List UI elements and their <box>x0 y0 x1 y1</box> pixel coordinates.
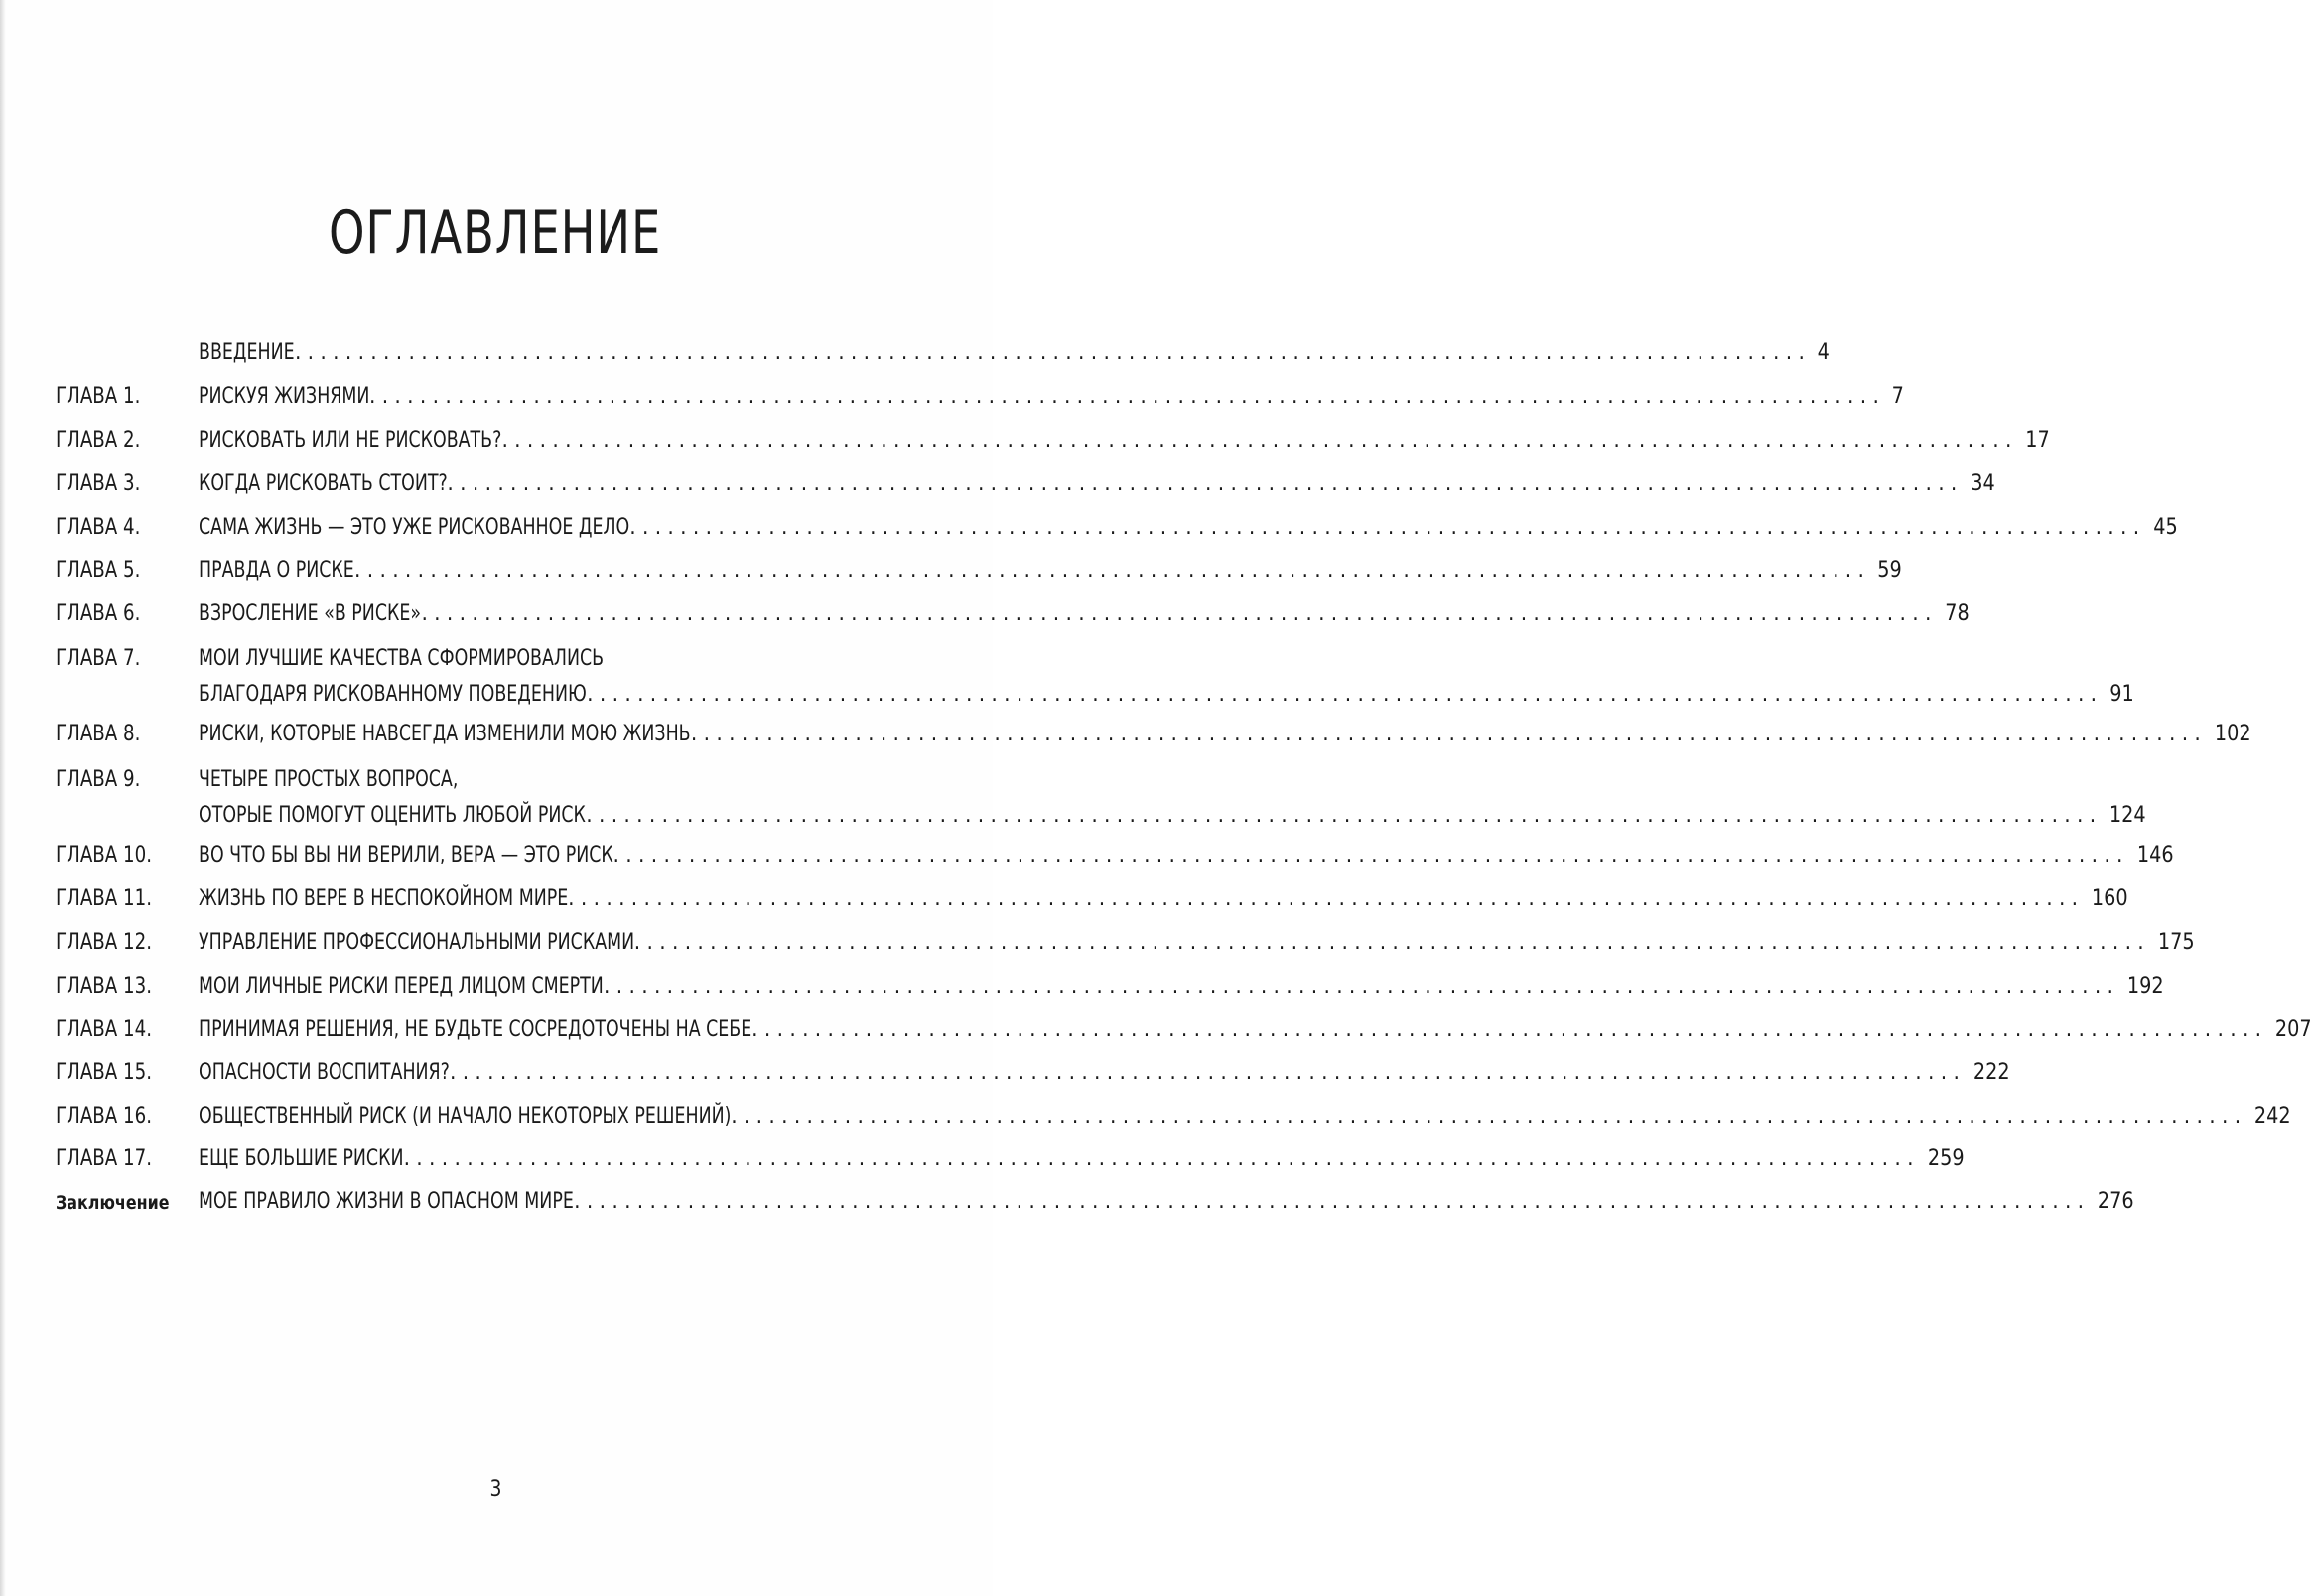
entry-page-number: 276 <box>2098 1188 2135 1214</box>
dot-leader: ........................................................................................................................ <box>294 339 1812 365</box>
entry-title: КОГДА РИСКОВАТЬ СТОИТ? <box>199 470 448 496</box>
chapter-label: ГЛАВА 9. <box>56 766 141 792</box>
dot-leader: ........................................................................................................................ <box>587 681 2104 707</box>
entry-title: ЖИЗНЬ ПО ВЕРЕ В НЕСПОКОЙНОМ МИРЕ <box>199 885 569 911</box>
entry-title: РИСКОВАТЬ ИЛИ НЕ РИСКОВАТЬ? <box>199 427 502 453</box>
entry-title: ОБЩЕСТВЕННЫЙ РИСК (И НАЧАЛО НЕКОТОРЫХ РЕШЕНИЙ) <box>199 1103 732 1129</box>
chapter-label: ГЛАВА 1. <box>56 383 141 409</box>
entry-title-line1: МОИ ЛУЧШИЕ КАЧЕСТВА СФОРМИРОВАЛИСЬ <box>199 645 605 671</box>
chapter-label: ГЛАВА 6. <box>56 600 141 626</box>
entry-page-number: 146 <box>2136 842 2174 867</box>
entry-title: ВО ЧТО БЫ ВЫ НИ ВЕРИЛИ, ВЕРА — ЭТО РИСК <box>199 842 613 867</box>
chapter-label: ГЛАВА 16. <box>56 1103 152 1129</box>
chapter-label: ГЛАВА 14. <box>56 1016 152 1042</box>
entry-title: РИСКУЯ ЖИЗНЯМИ <box>199 383 370 409</box>
entry-page-number: 222 <box>1973 1059 2010 1085</box>
page-title: ОГЛАВЛЕНИЕ <box>329 199 662 268</box>
dot-leader: ........................................................................................................................ <box>354 557 1871 583</box>
entry-page-number: 175 <box>2157 929 2195 955</box>
entry-page-number: 91 <box>2109 681 2135 707</box>
dot-leader: ........................................................................................................................ <box>568 885 2085 911</box>
entry-page-number: 45 <box>2152 514 2178 540</box>
entry-page-number: 34 <box>1970 470 1995 496</box>
chapter-label: ГЛАВА 13. <box>56 973 152 998</box>
chapter-label: ГЛАВА 8. <box>56 721 141 746</box>
entry-page-number: 207 <box>2275 1016 2312 1042</box>
entry-page-number: 102 <box>2215 721 2251 746</box>
entry-title: ПРИНИМАЯ РЕШЕНИЯ, НЕ БУДЬТЕ СОСРЕДОТОЧЕНЫ НА СЕБЕ <box>199 1016 752 1042</box>
entry-page-number: 160 <box>2092 885 2129 911</box>
entry-page-number: 7 <box>1891 383 1905 409</box>
entry-title: ВВЕДЕНИЕ <box>199 339 295 365</box>
entry-title: ПРАВДА О РИСКЕ <box>199 557 354 583</box>
dot-leader: ........................................................................................................................ <box>751 1016 2268 1042</box>
chapter-label: ГЛАВА 10. <box>56 842 152 867</box>
entry-page-number: 17 <box>2024 427 2050 453</box>
dot-leader: ........................................................................................................................ <box>690 721 2208 746</box>
entry-title: МОЕ ПРАВИЛО ЖИЗНИ В ОПАСНОМ МИРЕ <box>199 1188 574 1214</box>
entry-page-number: 124 <box>2109 802 2147 828</box>
chapter-label: ГЛАВА 17. <box>56 1145 152 1171</box>
dot-leader: ........................................................................................................................ <box>501 427 2018 453</box>
dot-leader: ........................................................................................................................ <box>731 1103 2247 1129</box>
entry-page-number: 259 <box>1927 1145 1965 1171</box>
chapter-label: ГЛАВА 11. <box>56 885 152 911</box>
entry-page-number: 78 <box>1944 600 1970 626</box>
dot-leader: ........................................................................................................................ <box>633 929 2151 955</box>
entry-title: РИСКИ, КОТОРЫЕ НАВСЕГДА ИЗМЕНИЛИ МОЮ ЖИЗНЬ <box>199 721 691 746</box>
dot-leader: ........................................................................................................................ <box>421 600 1938 626</box>
chapter-label: ГЛАВА 15. <box>56 1059 152 1085</box>
entry-title: САМА ЖИЗНЬ — ЭТО УЖЕ РИСКОВАННОЕ ДЕЛО <box>199 514 630 540</box>
entry-title-line1: ЧЕТЫРЕ ПРОСТЫХ ВОПРОСА, <box>199 766 459 792</box>
entry-title: ЕЩЕ БОЛЬШИЕ РИСКИ <box>199 1145 404 1171</box>
chapter-label: ГЛАВА 5. <box>56 557 141 583</box>
dot-leader: ........................................................................................................................ <box>403 1145 1920 1171</box>
dot-leader: ........................................................................................................................ <box>368 383 1886 409</box>
chapter-label: ГЛАВА 2. <box>56 427 141 453</box>
entry-title: УПРАВЛЕНИЕ ПРОФЕССИОНАЛЬНЫМИ РИСКАМИ <box>199 929 635 955</box>
dot-leader: ........................................................................................................................ <box>449 1059 1967 1085</box>
dot-leader: ........................................................................................................................ <box>574 1188 2091 1214</box>
dot-leader: ........................................................................................................................ <box>604 973 2120 998</box>
entry-title: ОПАСНОСТИ ВОСПИТАНИЯ? <box>199 1059 450 1085</box>
entry-page-number: 242 <box>2254 1103 2292 1129</box>
chapter-label: ГЛАВА 7. <box>56 645 141 671</box>
page-number: 3 <box>489 1477 502 1502</box>
dot-leader: ........................................................................................................................ <box>612 842 2129 867</box>
chapter-label: Заключение <box>56 1192 170 1214</box>
chapter-label: ГЛАВА 4. <box>56 514 141 540</box>
entry-title: ВЗРОСЛЕНИЕ «В РИСКЕ» <box>199 600 421 626</box>
entry-page-number: 192 <box>2127 973 2164 998</box>
entry-title-line2: ОТОРЫЕ ПОМОГУТ ОЦЕНИТЬ ЛЮБОЙ РИСК <box>199 802 586 828</box>
entry-title: МОИ ЛИЧНЫЕ РИСКИ ПЕРЕД ЛИЦОМ СМЕРТИ <box>199 973 604 998</box>
entry-title-line2: БЛАГОДАРЯ РИСКОВАННОМУ ПОВЕДЕНИЮ <box>199 681 587 707</box>
chapter-label: ГЛАВА 12. <box>56 929 152 955</box>
dot-leader: ........................................................................................................................ <box>586 802 2103 828</box>
entry-page-number: 59 <box>1877 557 1903 583</box>
dot-leader: ........................................................................................................................ <box>629 514 2146 540</box>
entry-page-number: 4 <box>1817 339 1831 365</box>
chapter-label: ГЛАВА 3. <box>56 470 141 496</box>
dot-leader: ........................................................................................................................ <box>447 470 1964 496</box>
